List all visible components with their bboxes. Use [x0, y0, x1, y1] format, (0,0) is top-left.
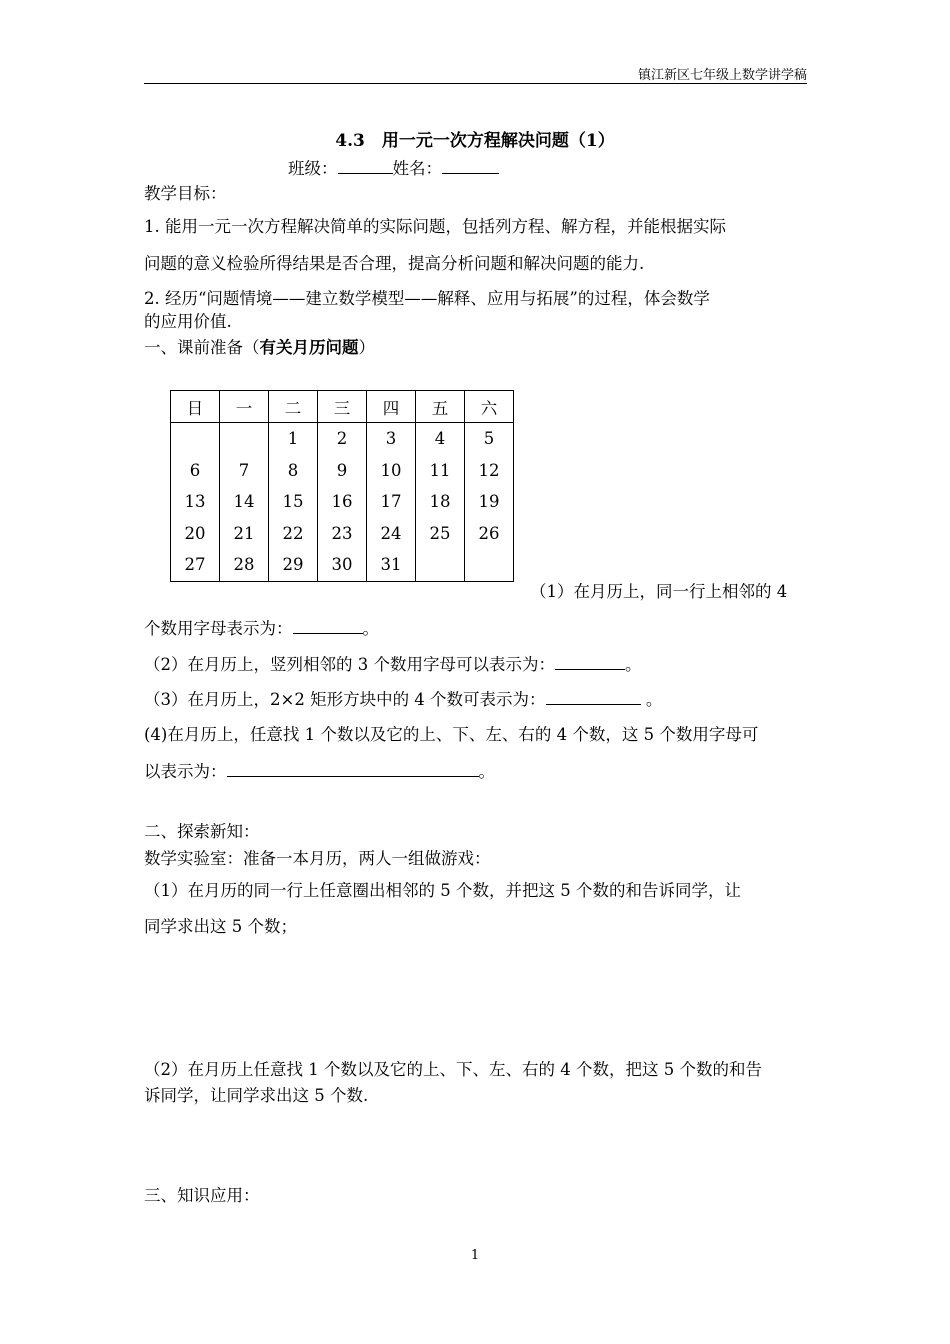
calendar-cell: 3 [367, 423, 416, 455]
calendar-cell: 24 [367, 518, 416, 550]
calendar-cell: 26 [465, 518, 514, 550]
calendar-row [171, 486, 514, 518]
calendar-cell: 23 [318, 518, 367, 550]
calendar-cell: 19 [465, 486, 514, 518]
name-blank [442, 157, 499, 175]
section-1-heading-suffix: ） [358, 338, 375, 357]
question-3-text: （3）在月历上，2×2 矩形方块中的 4 个数可表示为： [144, 690, 546, 709]
calendar-cell: 16 [318, 486, 367, 518]
question-1-line-2 [144, 615, 379, 639]
name-label: 姓名： [392, 159, 442, 178]
page-number: 1 [470, 1248, 480, 1263]
question-4-end: 。 [478, 762, 495, 781]
calendar-cell: 14 [220, 486, 269, 518]
question-1-text: 个数用字母表示为： [144, 619, 293, 638]
question-2 [144, 651, 642, 675]
question-4-line-1: (4)在月历上，任意找 1 个数以及它的上、下、左、右的 4 个数，这 5 个数用字母可 [144, 725, 759, 744]
calendar-cell: 8 [269, 455, 318, 487]
calendar-cell: 25 [416, 518, 465, 550]
calendar-row [171, 518, 514, 550]
calendar-cell: 11 [416, 455, 465, 487]
class-blank [338, 157, 393, 175]
question-3-blank [546, 688, 641, 706]
section-1-heading-prefix: 一、课前准备（ [144, 338, 260, 357]
calendar-cell: 20 [171, 518, 220, 550]
section-2-heading: 二、探索新知： [144, 822, 260, 841]
question-3-end: 。 [645, 690, 663, 709]
calendar-cell: 28 [220, 549, 269, 581]
question-1-line-1: （1）在月历上，同一行上相邻的 4 [530, 582, 788, 601]
calendar-cell: 7 [220, 455, 269, 487]
calendar-cell [416, 549, 465, 581]
class-label: 班级： [288, 159, 338, 178]
calendar-cell: 5 [465, 423, 514, 455]
game-1-line-2: 同学求出这 5 个数； [144, 917, 297, 936]
page-header: 镇江新区七年级上数学讲学稿 [637, 68, 807, 83]
calendar-cell: 30 [318, 549, 367, 581]
question-2-blank [555, 653, 625, 671]
question-1-end: 。 [362, 619, 379, 638]
game-2-line-2: 诉同学，让同学求出这 5 个数. [144, 1086, 369, 1105]
question-1-blank [293, 617, 363, 635]
goals-heading: 教学目标： [144, 184, 227, 203]
calendar-cell: 9 [318, 455, 367, 487]
section-1-heading-topic: 有关月历问题 [259, 338, 359, 357]
calendar-row [171, 455, 514, 487]
question-4-line-2 [144, 758, 495, 782]
calendar-cell: 2 [318, 423, 367, 455]
calendar-header-cell: 二 [269, 391, 318, 423]
calendar-cell: 10 [367, 455, 416, 487]
question-4-blank [227, 760, 479, 778]
goal-2-line-1: 2. 经历“问题情境——建立数学模型——解释、应用与拓展”的过程，体会数学 [144, 289, 710, 308]
question-3 [144, 686, 662, 710]
calendar-header-row [171, 391, 514, 423]
class-name-line [288, 155, 499, 179]
page-title: 4.3 用一元一次方程解决问题（1） [335, 131, 615, 151]
section-1-heading [144, 334, 375, 358]
calendar-cell: 29 [269, 549, 318, 581]
question-2-text: （2）在月历上，竖列相邻的 3 个数用字母可以表示为： [144, 655, 555, 674]
calendar-header-cell: 六 [465, 391, 514, 423]
calendar-cell [220, 423, 269, 455]
goal-1-line-2: 问题的意义检验所得结果是否合理，提高分析问题和解决问题的能力. [144, 254, 645, 273]
section-3-heading: 三、知识应用： [144, 1186, 260, 1205]
calendar-cell: 6 [171, 455, 220, 487]
header-rule [144, 83, 807, 84]
calendar-cell: 13 [171, 486, 220, 518]
calendar-cell: 4 [416, 423, 465, 455]
question-4-text: 以表示为： [144, 762, 227, 781]
game-1-line-1: （1）在月历的同一行上任意圈出相邻的 5 个数，并把这 5 个数的和告诉同学，让 [144, 881, 741, 900]
calendar-cell: 1 [269, 423, 318, 455]
calendar-cell [465, 549, 514, 581]
game-2-line-1: （2）在月历上任意找 1 个数以及它的上、下、左、右的 4 个数，把这 5 个数的和告 [144, 1060, 762, 1079]
lab-intro: 数学实验室：准备一本月历，两人一组做游戏： [144, 849, 491, 868]
calendar-header-cell: 一 [220, 391, 269, 423]
goal-1-line-1: 1. 能用一元一次方程解决简单的实际问题，包括列方程、解方程，并能根据实际 [144, 217, 726, 236]
calendar-cell: 17 [367, 486, 416, 518]
calendar-cell: 21 [220, 518, 269, 550]
calendar-header-cell: 三 [318, 391, 367, 423]
calendar-cell: 22 [269, 518, 318, 550]
calendar-row [171, 423, 514, 455]
question-2-end: 。 [625, 655, 642, 674]
calendar-cell: 18 [416, 486, 465, 518]
calendar-header-cell: 五 [416, 391, 465, 423]
calendar-header-cell: 四 [367, 391, 416, 423]
goal-2-line-2: 的应用价值. [144, 312, 232, 331]
calendar-header-cell: 日 [171, 391, 220, 423]
calendar-cell: 12 [465, 455, 514, 487]
calendar-cell: 15 [269, 486, 318, 518]
calendar-row [171, 549, 514, 581]
calendar-cell: 27 [171, 549, 220, 581]
calendar-cell [171, 423, 220, 455]
calendar-table [170, 390, 514, 582]
calendar-cell: 31 [367, 549, 416, 581]
